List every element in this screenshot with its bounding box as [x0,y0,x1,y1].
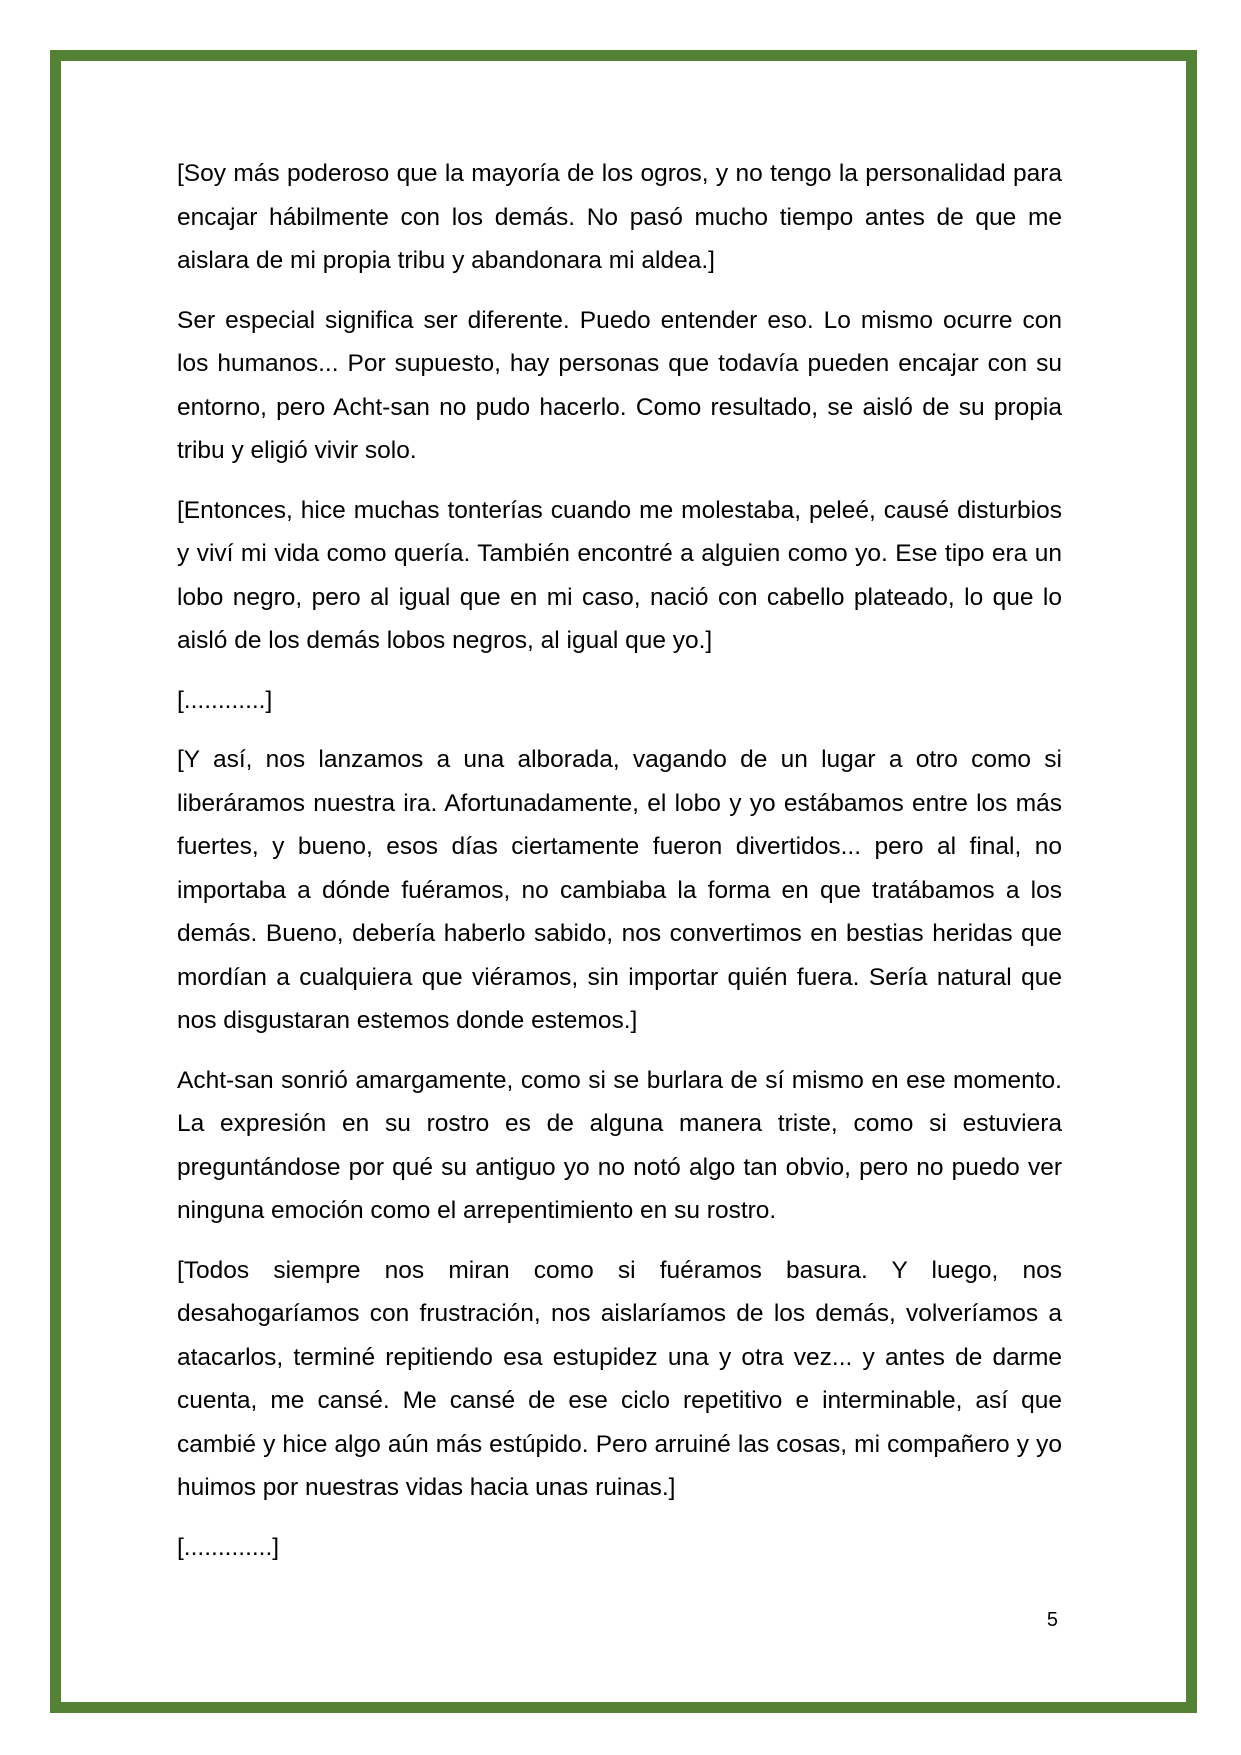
paragraph: Acht-san sonrió amargamente, como si se burlara de sí mismo en ese momento. La expresión en su rostro es de alguna manera triste, como si estuviera preguntándose por qué su antiguo yo no notó algo tan obvio, pero no puedo ver ninguna emoción como el arrepentimiento en su rostro. [177,1066,1062,1224]
paragraph: [.............] [177,1533,280,1561]
paragraph: [............] [177,686,273,714]
paragraph: [Y así, nos lanzamos a una alborada, vagando de un lugar a otro como si liberáramos nuestra ira. Afortunadamente, el lobo y yo estábamos entre los más fuertes, y bueno, esos días ciertamente fueron divertidos... pero al final, no importaba a dónde fuéramos, no cambiaba la forma en que tratábamos a los demás. Bueno, debería haberlo sabido, nos convertimos en bestias heridas que mordían a cualquiera que viéramos, sin importar quién fuera. Sería natural que nos disgustaran estemos donde estemos.] [177,746,1062,1034]
page-number: 5 [1046,1609,1058,1631]
paragraph: [Soy más poderoso que la mayoría de los ogros, y no tengo la personalidad para encajar hábilmente con los demás. No pasó mucho tiempo antes de que me aislara de mi propia tribu y abandonara mi aldea.] [177,160,1062,274]
document-body [177,152,1062,1585]
paragraph: [Entonces, hice muchas tonterías cuando me molestaba, peleé, causé disturbios y viví mi vida como quería. También encontré a alguien como yo. Ese tipo era un lobo negro, pero al igual que en mi caso, nació con cabello plateado, lo que lo aisló de los demás lobos negros, al igual que yo.] [177,496,1062,654]
paragraph: Ser especial significa ser diferente. Puedo entender eso. Lo mismo ocurre con los humanos... Por supuesto, hay personas que todavía pueden encajar con su entorno, pero Acht-san no pudo hacerlo. Como resultado, se aisló de su propia tribu y eligió vivir solo. [177,306,1062,464]
paragraph: [Todos siempre nos miran como si fuéramos basura. Y luego, nos desahogaríamos con frustración, nos aislaríamos de los demás, volveríamos a atacarlos, terminé repitiendo esa estupidez una y otra vez... y antes de darme cuenta, me cansé. Me cansé de ese ciclo repetitivo e interminable, así que cambié y hice algo aún más estúpido. Pero arruiné las cosas, mi compañero y yo huimos por nuestras vidas hacia unas ruinas.] [177,1256,1062,1501]
